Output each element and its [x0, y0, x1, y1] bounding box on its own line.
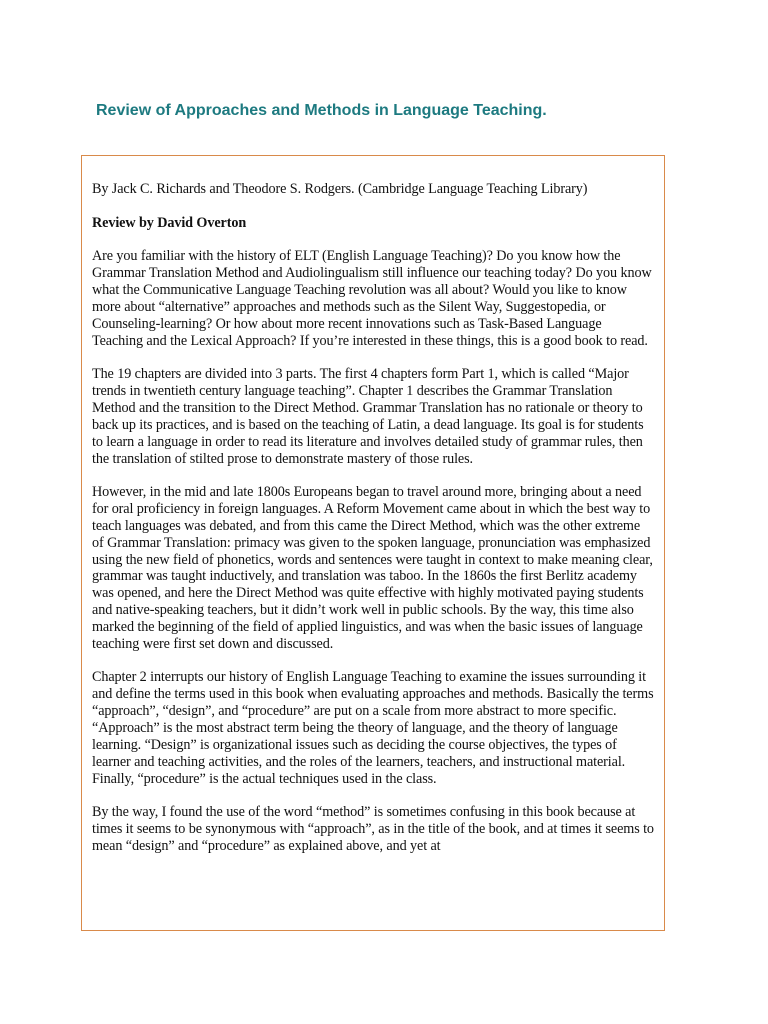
paragraph-chapters: The 19 chapters are divided into 3 parts. The first 4 chapters form Part 1, which is called “Major trends in twentieth century language teaching”. Chapter 1 describes the Grammar Translation Method and the transition to the Direct Method. Grammar Translation has no rationale or theory to back up its practices, and is based on the teaching of Latin, a dead language. Its goal is for students to learn a language in order to read its literature and involves detailed study of grammar rules, then the translation of stilted prose to demonstrate mastery of those rules. [92, 366, 644, 467]
paragraph-intro: Are you familiar with the history of ELT (English Language Teaching)? Do you know how the Grammar Translation Method and Audiolingualism still influence our teaching today? Do you know what the Communicative Language Teaching revolution was all about? Would you like to know more about “alternative” approaches and methods such as the Silent Way, Suggestopedia, or Counseling-learning? Or how about more recent innovations such as Task-Based Language Teaching and the Lexical Approach? If you’re interested in these things, this is a good book to read. [92, 248, 652, 349]
authors-line: By Jack C. Richards and Theodore S. Rodgers. (Cambridge Language Teaching Library) [92, 181, 588, 197]
paragraph-chapter-2: Chapter 2 interrupts our history of English Language Teaching to examine the issues surrounding it and define the terms used in this book when evaluating approaches and methods. Basically the terms “approach”, “design”, and “procedure” are put on a scale from more abstract to more specific. “Approach” is the most abstract term being the theory of language, and the theory of language learning. “Design” is organizational issues such as deciding the course objectives, the types of learner and teaching activities, and the roles of the learners, teachers, and instructional material. Finally, “procedure” is the actual techniques used in the class. [92, 669, 654, 787]
review-content [92, 181, 654, 872]
review-text-box [81, 155, 665, 931]
paragraph-direct-method: However, in the mid and late 1800s Europeans began to travel around more, bringing about a need for oral proficiency in foreign languages. A Reform Movement came about in which the best way to teach languages was debated, and from this came the Direct Method, which was the other extreme of Grammar Translation: primacy was given to the spoken language, pronunciation was emphasized using the new field of phonetics, words and sentences were taught in context to make meaning clear, grammar was taught inductively, and translation was taboo. In the 1860s the first Berlitz academy was opened, and here the Direct Method was quite effective with highly motivated paying students and native-speaking teachers, but it didn’t work well in public schools. By the way, this time also marked the beginning of the field of applied linguistics, and was when the basic issues of language teaching were first set down and discussed. [92, 484, 653, 652]
reviewer-line: Review by David Overton [92, 214, 247, 231]
document-title: Review of Approaches and Methods in Language Teaching. [96, 102, 547, 119]
paragraph-method-note: By the way, I found the use of the word “method” is sometimes confusing in this book because at times it seems to be synonymous with “approach”, as in the title of the book, and at times it seems to mean “design” and “procedure” as explained above, and yet at [92, 804, 654, 854]
